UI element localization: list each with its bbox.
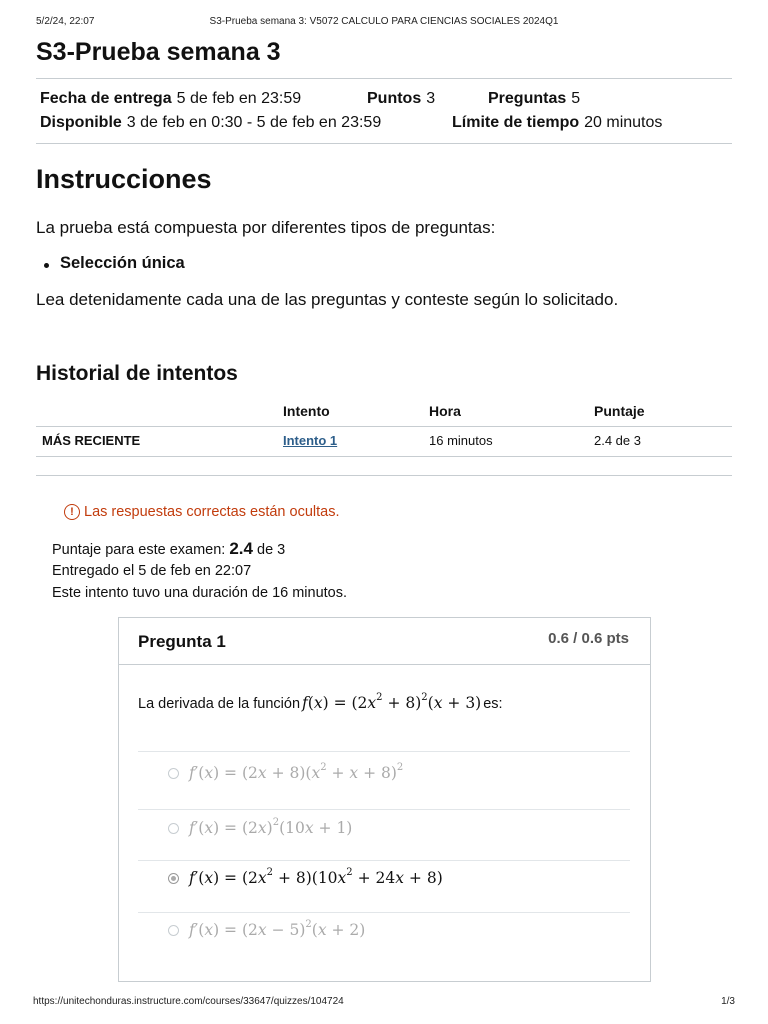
answer-option-2[interactable] bbox=[168, 819, 354, 837]
page-title: S3-Prueba semana 3 bbox=[36, 38, 281, 66]
answer-divider bbox=[138, 912, 630, 913]
answer-formula: $f'(x) = (2x)^2(10x + 1)$ bbox=[189, 817, 353, 838]
answer-divider bbox=[138, 751, 630, 752]
question-card bbox=[118, 617, 651, 982]
submitted-text: Entregado el 5 de feb en 22:07 bbox=[52, 563, 252, 579]
warning-text: Las respuestas correctas están ocultas. bbox=[84, 504, 340, 520]
divider bbox=[36, 78, 732, 79]
meta-available-value: 3 de feb en 0:30 - 5 de feb en 23:59 bbox=[126, 114, 382, 131]
history-row-score: 2.4 de 3 bbox=[594, 433, 641, 448]
history-header-attempt: Intento bbox=[283, 403, 330, 419]
meta-points bbox=[367, 90, 435, 108]
score-total: de 3 bbox=[257, 542, 286, 558]
print-footer bbox=[33, 996, 735, 1007]
history-header-score: Puntaje bbox=[594, 403, 645, 419]
answer-divider bbox=[138, 860, 630, 861]
radio-icon[interactable] bbox=[168, 768, 179, 779]
history-title: Historial de intentos bbox=[36, 362, 238, 385]
prompt-after: es: bbox=[483, 696, 503, 713]
question-prompt bbox=[138, 694, 503, 712]
table-divider bbox=[36, 456, 732, 457]
history-header-time: Hora bbox=[429, 403, 461, 419]
function-formula: $f(x) = (2x^2 + 8)^2(x + 3)$ bbox=[302, 692, 482, 713]
instructions-bullet: Selección única bbox=[60, 254, 185, 272]
history-row-time: 16 minutos bbox=[429, 433, 493, 448]
answer-formula: $f'(x) = (2x + 8)(x^2 + x + 8)^2$ bbox=[189, 762, 404, 783]
answer-divider bbox=[138, 809, 630, 810]
meta-available-label: Disponible bbox=[40, 114, 122, 131]
prompt-before: La derivada de la función bbox=[138, 696, 301, 713]
score-label: Puntaje para este examen: bbox=[52, 542, 226, 558]
meta-due bbox=[40, 90, 301, 108]
print-doc-title: S3-Prueba semana 3: V5072 CALCULO PARA CIENCIAS SOCIALES 2024Q1 bbox=[209, 16, 559, 27]
question-header bbox=[119, 618, 650, 665]
table-divider bbox=[36, 426, 732, 427]
meta-questions-label: Preguntas bbox=[488, 90, 567, 107]
print-date: 5/2/24, 22:07 bbox=[36, 16, 95, 27]
history-row-label: MÁS RECIENTE bbox=[42, 433, 141, 448]
meta-points-value: 3 bbox=[426, 90, 436, 107]
meta-due-value: 5 de feb en 23:59 bbox=[176, 90, 302, 107]
question-title: Pregunta 1 bbox=[138, 632, 226, 651]
meta-points-label: Puntos bbox=[367, 90, 422, 107]
attempt-link[interactable]: Intento 1 bbox=[283, 433, 338, 448]
answer-formula: $f'(x) = (2x - 5)^2(x + 2)$ bbox=[189, 919, 366, 940]
answer-option-3-selected[interactable] bbox=[168, 869, 445, 887]
instructions-intro: La prueba está compuesta por diferentes tipos de preguntas: bbox=[36, 218, 496, 237]
instructions-note: Lea detenidamente cada una de las preguntas y conteste según lo solicitado. bbox=[36, 290, 619, 309]
answer-formula: $f'(x) = (2x^2 + 8)(10x^2 + 24x + 8)$ bbox=[189, 867, 443, 888]
print-header bbox=[36, 16, 732, 30]
print-url: https://unitechonduras.instructure.com/courses/33647/quizzes/104724 bbox=[33, 996, 344, 1007]
radio-icon[interactable] bbox=[168, 925, 179, 936]
divider bbox=[36, 143, 732, 144]
instructions-title: Instrucciones bbox=[36, 164, 212, 194]
radio-selected-icon[interactable] bbox=[168, 873, 179, 884]
meta-due-label: Fecha de entrega bbox=[40, 90, 172, 107]
question-points: 0.6 / 0.6 pts bbox=[548, 630, 629, 647]
bullet-icon bbox=[44, 263, 49, 268]
meta-time-limit bbox=[452, 114, 662, 132]
hidden-answers-warning bbox=[64, 504, 340, 520]
print-page: 1/3 bbox=[721, 996, 735, 1007]
meta-questions-value: 5 bbox=[571, 90, 581, 107]
meta-time-limit-label: Límite de tiempo bbox=[452, 114, 580, 131]
radio-icon[interactable] bbox=[168, 823, 179, 834]
meta-time-limit-value: 20 minutos bbox=[584, 114, 663, 131]
meta-questions bbox=[488, 90, 580, 108]
answer-option-4[interactable] bbox=[168, 921, 367, 939]
meta-available bbox=[40, 114, 381, 132]
score-value: 2.4 bbox=[229, 539, 253, 558]
duration-text: Este intento tuvo una duración de 16 minutos. bbox=[52, 585, 348, 601]
divider bbox=[36, 475, 732, 476]
answer-option-1[interactable] bbox=[168, 764, 405, 782]
warning-circle-icon: ! bbox=[64, 504, 80, 520]
score-summary bbox=[52, 539, 285, 559]
